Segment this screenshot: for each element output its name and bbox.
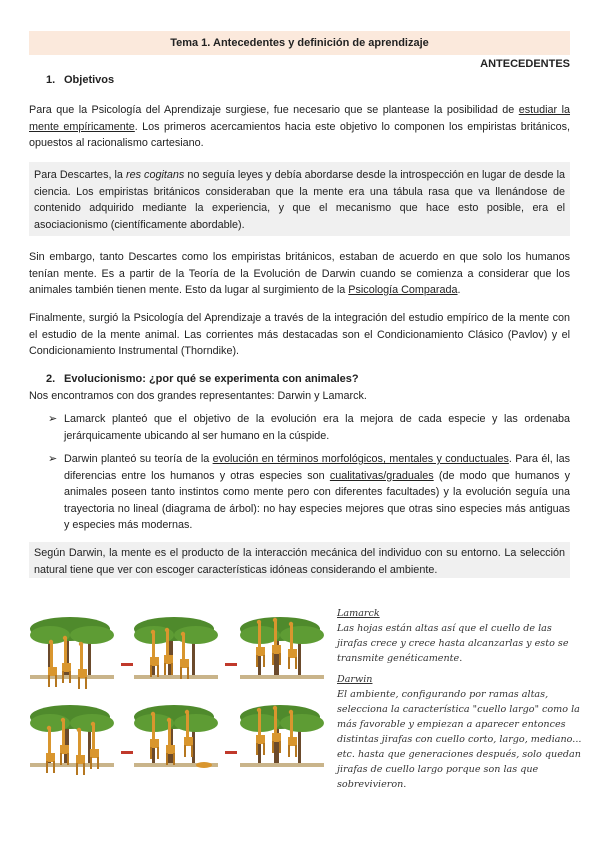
tree-scene (30, 705, 114, 775)
underlined-text: Psicología Comparada (348, 284, 458, 297)
arrow-dash (225, 663, 237, 666)
tree-scene (240, 705, 324, 767)
italic-text: res cogitans (125, 169, 185, 181)
text: no seguía leyes y debía abordarse desde la introspección en lugar de desde la ciencia. Los empiristas británicos consideraban que la mente era una tábula rasa que va llenándose de contenido adquirido mediante la experiencia, y que el mecanismo que hace esto posible, era el asociacionismo (científicamente abordable). (34, 169, 566, 231)
paragraph-intro (29, 102, 570, 152)
page-title: Tema 1. Antecedentes y definición de aprendizaje (170, 37, 429, 49)
tree-scene (134, 705, 218, 768)
section-heading-objetivos (46, 74, 114, 86)
note-title-lamarck: Lamarck (337, 608, 380, 619)
section-heading-evolucionismo (46, 373, 359, 385)
note-text-darwin: El ambiente, configurando por ramas altas, selecciona la característica "cuello largo" como la más favorable y empiezan a aparecer entonces distintas jirafas con cuello corto, largo, mediano... etc. hasta que generaciones después, solo quedan jirafas de cuello largo porque son las que sobrevivieron. (337, 689, 582, 790)
section-label: ANTECEDENTES (480, 58, 570, 70)
paragraph-finalmente: Finalmente, surgió la Psicología del Aprendizaje a través de la integración del estudio empírico de la mente con el estudio de la mente animal. Las corrientes más destacadas son el Condicionamiento Clásico (Pavlov) y el Condicionamiento Instrumental (Thorndike). (29, 312, 570, 358)
paragraph-descartes (34, 167, 565, 233)
paragraph-representantes: Nos encontramos con dos grandes representantes: Darwin y Lamarck. (29, 390, 367, 402)
section-number: 2. (46, 373, 56, 385)
section-title: Evolucionismo: ¿por qué se experimenta con animales? (64, 373, 359, 385)
text: Darwin planteó su teoría de la (64, 453, 213, 465)
tree-scene (30, 617, 114, 689)
bullet-arrow-icon: ➢ (48, 453, 58, 465)
arrow-dash (225, 751, 237, 754)
text: Sin embargo, tanto Descartes como los empiristas británicos, estaban de acuerdo en que solo los humanos tenían mente. Es a partir de la Teoría de la Evolución de Darwin cuando se comienza a considerar que los animales también tienen mente. Esto da lugar al surgimiento de la (29, 251, 570, 297)
arrow-dash (121, 663, 133, 666)
note-title-darwin: Darwin (337, 674, 373, 685)
paragraph-seleccion-natural: Según Darwin, la mente es el producto de la interacción mecánica del individuo con su entorno. La selección natural tiene que ver con escoger características idóneas considerando el ambiente. (34, 547, 565, 576)
text: Para que la Psicología del Aprendizaje surgiese, fue necesario que se plantease la posibilidad de (29, 104, 519, 116)
text: (de modo que humanos y animales poseen tanto instintos como mente pero con diferentes facultades) y la evolución seguía una trayectoria no lineal (diagrama de árbol): no hay especies mejores que otras sino especies más antiguas y especies más modernas. (64, 469, 570, 532)
bullet-arrow-icon: ➢ (48, 413, 58, 425)
arrow-dash (121, 751, 133, 754)
note-text-lamarck: Las hojas están altas así que el cuello de las jirafas crece y crece hasta alcanzarlas y esto se transmite genéticamente. (337, 623, 569, 664)
underlined-text: cualitativas/graduales (329, 469, 434, 482)
giraffe-evolution-illustration (28, 603, 328, 779)
text: . (457, 284, 461, 297)
section-title: Objetivos (64, 74, 115, 86)
section-number: 1. (46, 74, 56, 86)
bullet-lamarck: Lamarck planteó que el objetivo de la evolución era la mejora de cada especie y las ordenaba jerárquicamente ubicando al ser humano en la cúspide. (64, 413, 570, 442)
text: . Los primeros acercamientos hacia este objetivo lo componen los empiristas británicos, opuestos al racionalismo cartesiano. (29, 120, 570, 150)
title-bar (29, 31, 570, 55)
paragraph-darwin-mind (29, 249, 570, 299)
text: . Para él, las diferencias entre los humanos y otras especies son (64, 453, 570, 482)
handwritten-notes (337, 606, 582, 792)
underlined-text: estudiar la mente empíricamente (29, 104, 570, 133)
tree-scene (134, 617, 218, 679)
bullet-darwin (64, 451, 570, 534)
underlined-text: evolución en términos morfológicos, mentales y conductuales (212, 453, 509, 465)
text: Para Descartes, la (34, 169, 126, 181)
tree-scene (240, 617, 324, 679)
